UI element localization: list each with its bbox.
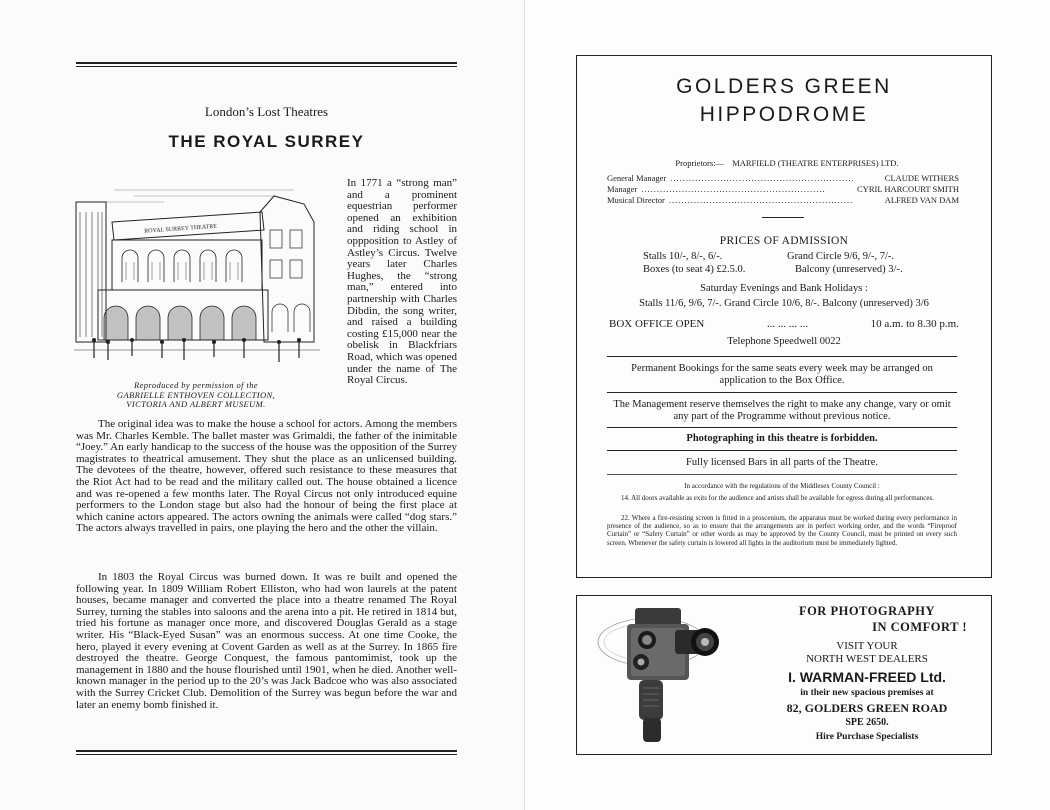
article-title: THE ROYAL SURREY bbox=[168, 132, 365, 151]
box-office-label: BOX OFFICE OPEN bbox=[609, 318, 705, 330]
saturday-prices: Stalls 11/6, 9/6, 7/-. Grand Circle 10/6, 8/-. Balcony (unreserved) 3/6 bbox=[639, 298, 929, 309]
staff-name: CLAUDE WITHERS bbox=[884, 173, 959, 183]
movie-camera-illustration bbox=[597, 600, 727, 748]
ad-headline-2: IN COMFORT ! bbox=[872, 620, 967, 634]
ad-line-visit: VISIT YOUR bbox=[836, 640, 898, 652]
ad-hire-purchase: Hire Purchase Specialists bbox=[815, 732, 919, 742]
regulations-intro: In accordance with the regulations of the Middlesex County Council : bbox=[684, 482, 880, 490]
divider bbox=[762, 217, 804, 218]
engraving-caption bbox=[80, 381, 312, 410]
bookings-notice: Permanent Bookings for the same seats every week may be arranged on application to the Box Office. bbox=[631, 363, 933, 386]
bottom-double-rule bbox=[76, 750, 457, 755]
prices-heading: PRICES OF ADMISSION bbox=[719, 235, 849, 247]
caption-line: GABRIELLE ENTHOVEN COLLECTION, bbox=[116, 389, 276, 400]
theatre-info-box bbox=[576, 55, 992, 578]
saturday-heading: Saturday Evenings and Bank Holidays : bbox=[700, 283, 868, 294]
leader-dots: ........................................................... bbox=[641, 184, 826, 194]
divider bbox=[607, 427, 957, 428]
series-heading: London’s Lost Theatres bbox=[204, 104, 329, 119]
ad-premises-line: in their new spacious premises at bbox=[800, 688, 934, 698]
photography-notice: Photographing in this theatre is forbidden. bbox=[686, 433, 878, 444]
ad-headline-1: FOR PHOTOGRAPHY bbox=[798, 604, 936, 618]
ad-phone: SPE 2650. bbox=[845, 717, 889, 728]
stalls-prices: Stalls 10/-, 8/-, 6/-. bbox=[643, 251, 723, 262]
staff-name: ALFRED VAN DAM bbox=[884, 195, 959, 205]
leader-dots: ... ... ... ... bbox=[766, 318, 809, 330]
staff-role: Musical Director bbox=[607, 195, 665, 205]
staff-row bbox=[607, 173, 959, 183]
staff-role: Manager bbox=[607, 184, 638, 194]
ad-company-name: I. WARMAN-FREED Ltd. bbox=[788, 669, 946, 685]
bars-notice: Fully licensed Bars in all parts of the Theatre. bbox=[686, 457, 878, 468]
ad-line-dealers: NORTH WEST DEALERS bbox=[806, 653, 928, 665]
proprietors-line bbox=[577, 158, 991, 168]
leader-dots: ........................................................... bbox=[670, 173, 855, 183]
grand-circle-prices: Grand Circle 9/6, 9/-, 7/-. bbox=[787, 251, 895, 262]
leader-dots: ........................................................... bbox=[668, 195, 854, 205]
staff-row bbox=[607, 184, 959, 194]
management-notice: The Management reserve themselves the right to make any change, vary or omit any part of the Programme without previous notice. bbox=[613, 399, 951, 422]
body-paragraph-2: In 1803 the Royal Circus was burned down. It was re built and opened the following year. In 1809 William Robert Elliston, who had won laurels at the patent houses, became manager and converted the place into a theatre renamed The Royal Surrey, turning the stables into saloons and the arena into a pit. He retired in 1814 but, tried his fortune as manager once more, and discovered Douglas Gerald as a stage writer. His “Black-Eyed Susan” was an enormous success. At one time Cooke, the hero, played it every evening at Covent Garden as well as at the Surrey. In 1865 fire destroyed the theatre. George Conquest, the famous pantomimist, took up the management in 1880 and the house flourished until 1901, when he died. Another well-known manager in the period up to the 20’s was Jack Badcoe who was also associated with the Surrey Cricket Club. Demolition of the Surrey was begun before the war and later an enemy bomb finished it. bbox=[76, 571, 457, 711]
boxes-prices: Boxes (to seat 4) £2.5.0. bbox=[643, 264, 746, 275]
caption-line: VICTORIA AND ALBERT MUSEUM. bbox=[126, 399, 266, 409]
regulation-14: 14. All doors available as exits for the audience and artists shall be available for egress during all performances. bbox=[621, 494, 934, 502]
balcony-prices: Balcony (unreserved) 3/-. bbox=[795, 264, 903, 275]
divider bbox=[607, 474, 957, 475]
divider bbox=[607, 356, 957, 357]
staff-role: General Manager bbox=[607, 173, 667, 183]
theatre-name-line-1: GOLDERS GREEN bbox=[676, 75, 892, 98]
top-double-rule bbox=[76, 62, 457, 67]
theatre-name-line-2: HIPPODROME bbox=[699, 103, 869, 126]
divider bbox=[607, 392, 957, 393]
theatre-engraving bbox=[74, 182, 320, 382]
staff-name: CYRIL HARCOURT SMITH bbox=[857, 184, 959, 194]
box-office-line bbox=[609, 318, 959, 330]
proprietors-label: Proprietors:— bbox=[675, 158, 725, 168]
regulation-22: 22. Where a fire-resisting screen is fitted in a proscenium, the apparatus must be worked during every performance in presence of the audience, so as to ensure that the arrangements are in perfect working order, and the words “Fireproof Curtain” or “Safety Curtain” or other words as may be approved by the County Council, must be printed on every such screen. Whenever the safety curtain is lowered all lights in the auditorium must be immediately lighted. bbox=[607, 514, 957, 547]
proprietors-name: MARFIELD (THEATRE ENTERPRISES) LTD. bbox=[732, 158, 899, 168]
staff-row bbox=[607, 195, 959, 205]
box-office-hours: 10 a.m. to 8.30 p.m. bbox=[870, 318, 959, 330]
telephone: Telephone Speedwell 0022 bbox=[727, 336, 841, 347]
engraving-sign: ROYAL SURREY THEATRE bbox=[144, 223, 218, 235]
camera-advertisement bbox=[576, 595, 992, 755]
intro-text: In 1771 a “strong man” and a prominent equestrian performer opened an exhibition and riding school in oppposition to Astley of Astley’s Circus. Twelve years later Charles Hughes, the “strong man,” entered into partnership with Charles Dibdin, the song writer, and raised a building costing £15,000 near the obelisk in Blackfriars Road, which was opened under the name of The Royal Circus. bbox=[347, 177, 457, 387]
divider bbox=[607, 450, 957, 451]
body-paragraph-1: The original idea was to make the house a school for actors. Among the members was Mr. Charles Kemble. The ballet master was Grimaldi, the father of the inimitable “Joey.” An early handicap to the success of the house was the opposition of the Surrey magistrates to theatrical amusement. They shut the place as an unlicensed building. The devotees of the theatre, however, offered such resistance to these measures that the Riot Act had to be read and the military called out. The house obtained a licence and was re-opened a few months later. The Royal Circus not only introduced equine performers to the London stage but also had the honour of being the first place at which canine actors appeared. The actors owning the animals were called “dog stars.” The actors always travelled in pairs, one playing the hero and the other the villain. bbox=[76, 418, 457, 535]
ad-address: 82, GOLDERS GREEN ROAD bbox=[786, 701, 948, 715]
caption-line: Reproduced by permission of the bbox=[134, 380, 258, 390]
